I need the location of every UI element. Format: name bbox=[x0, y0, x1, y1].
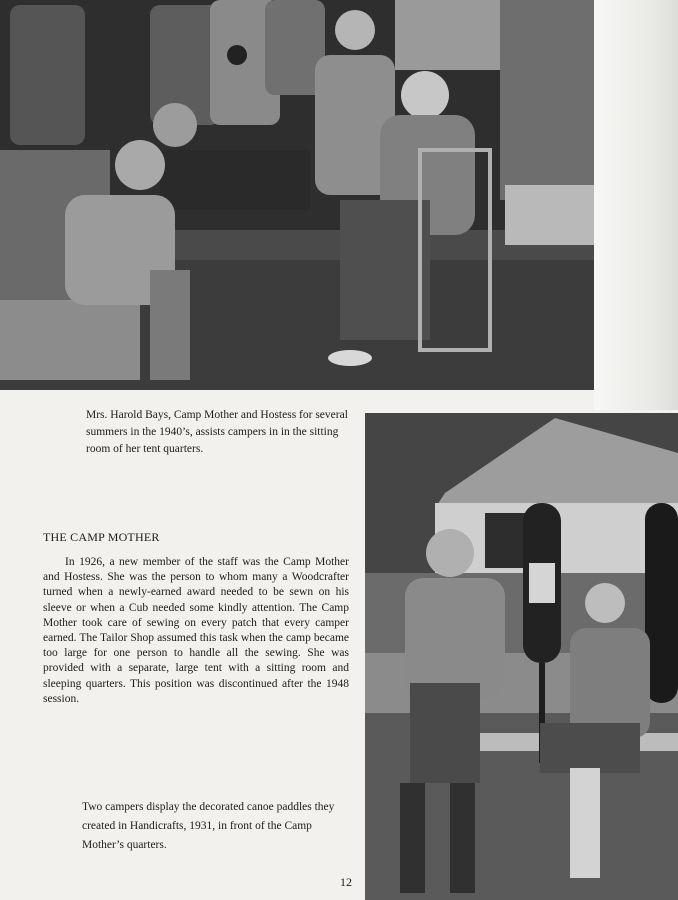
section-body: In 1926, a new member of the staff was the Camp Mother and Hostess. She was the person to whom many a Woodcrafter turned when a newly-earned award needed to be sewn on his sleeve or when a Cub needed some kindly attention. The Camp Mother took care of sewing on every patch that every camper earned. The Tailor Shop assumed this task when the camp became too large for one person to handle all the sewing. She was provided with a separate, large tent with a sitting room and sleeping quarters. This position was discontinued after the 1948 session. bbox=[43, 556, 349, 705]
top-photo-caption: Mrs. Harold Bays, Camp Mother and Hostess for several summers in the 1940’s, assists campers in in the sitting room of her tent quarters. bbox=[86, 409, 348, 455]
page-number: 12 bbox=[340, 875, 352, 889]
page-edge-shadow bbox=[594, 0, 678, 410]
canoe-paddles-photo bbox=[365, 413, 678, 900]
camp-mother-photo bbox=[0, 0, 594, 390]
section-heading: THE CAMP MOTHER bbox=[43, 530, 160, 544]
bottom-photo-caption: Two campers display the decorated canoe paddles they created in Handicrafts, 1931, in front of the Camp Mother’s quarters. bbox=[82, 801, 335, 851]
